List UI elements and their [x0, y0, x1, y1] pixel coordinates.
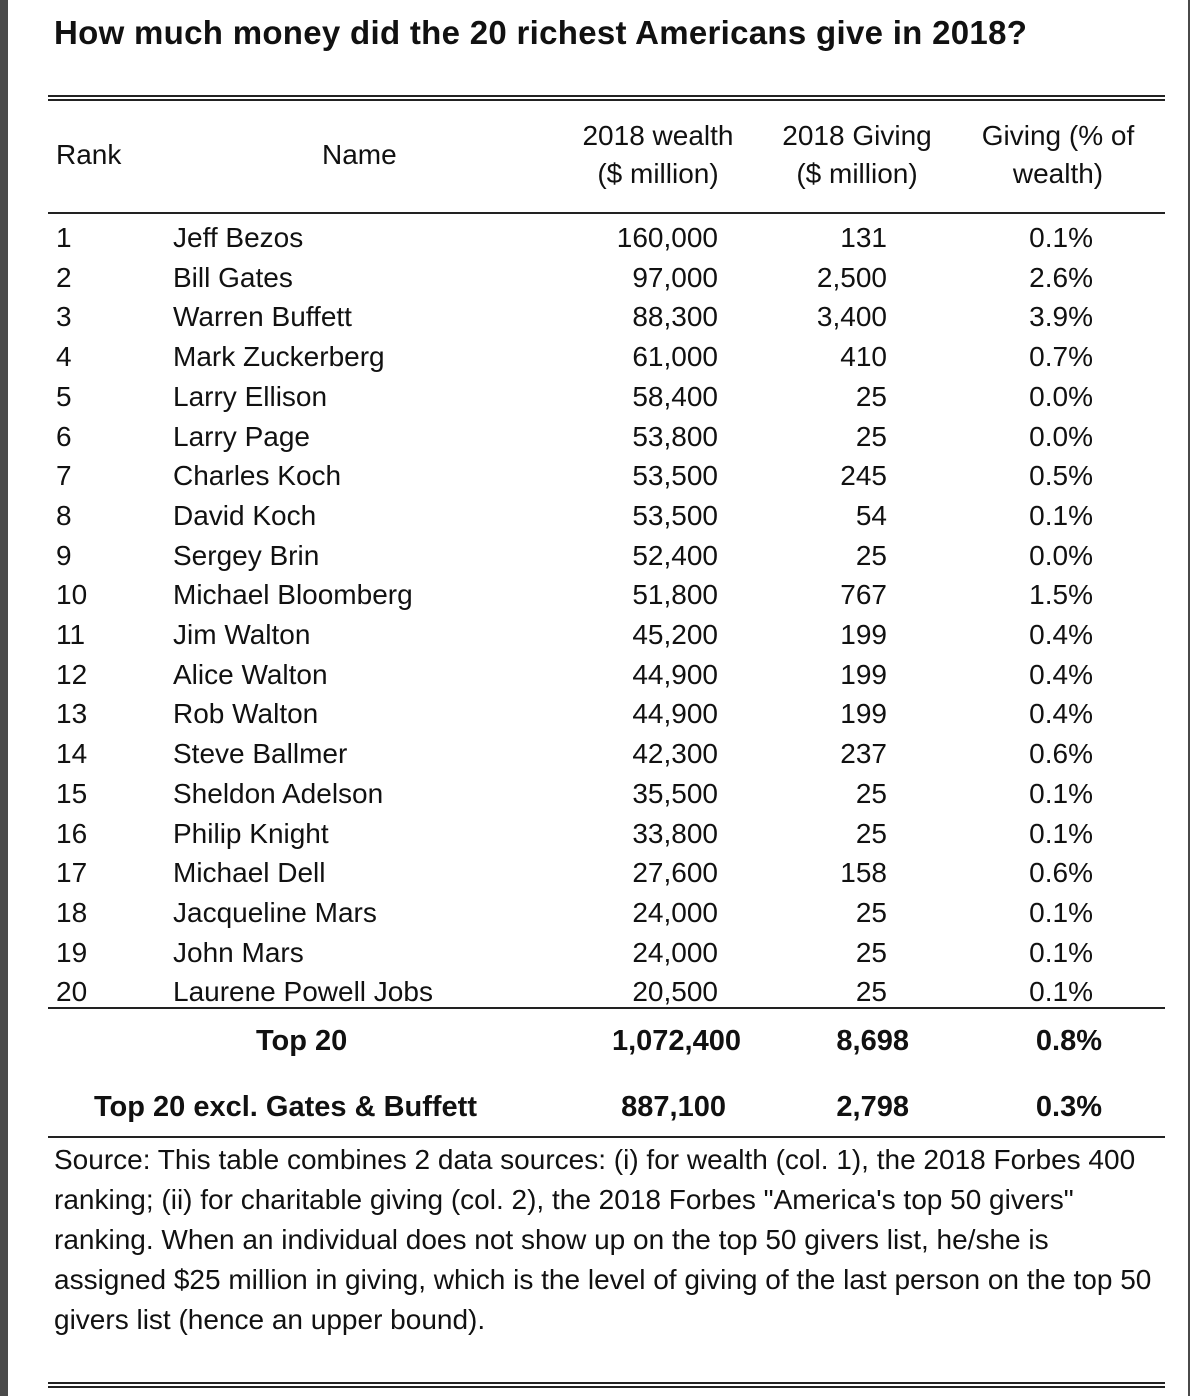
table-row	[8, 417, 1188, 457]
header-name: Name	[322, 139, 397, 170]
wealth-cell: 24,000	[632, 936, 718, 968]
pct-cell: 0.5%	[1029, 460, 1093, 492]
table-row	[8, 734, 1188, 774]
totals-giving: 2,798	[836, 1091, 909, 1123]
giving-cell: 25	[855, 817, 887, 849]
rank-cell: 11	[56, 619, 86, 650]
giving-cell: 245	[840, 460, 887, 492]
name-cell: Laurene Powell Jobs	[173, 976, 433, 1008]
wealth-cell: 35,500	[632, 777, 718, 809]
name-cell: Mark Zuckerberg	[173, 341, 385, 373]
table-row	[8, 575, 1188, 615]
wealth-cell: 33,800	[632, 817, 718, 849]
name-cell: Charles Koch	[173, 460, 342, 492]
wealth-cell: 44,900	[632, 698, 718, 730]
rank-cell: 15	[56, 777, 88, 809]
totals-giving: 8,698	[836, 1025, 909, 1057]
pct-cell: 0.4%	[1029, 658, 1093, 690]
rank-cell: 7	[56, 460, 72, 492]
header-giving-line1: 2018 Giving	[782, 120, 932, 151]
table-row	[8, 258, 1188, 298]
name-cell: Jacqueline Mars	[173, 896, 377, 928]
giving-cell: 25	[855, 777, 887, 809]
wealth-cell: 20,500	[632, 976, 718, 1008]
pct-cell: 2.6%	[1029, 261, 1093, 293]
rank-cell: 14	[56, 738, 88, 770]
name-cell: David Koch	[173, 499, 317, 531]
table-row	[8, 536, 1188, 576]
rank-cell: 6	[56, 420, 72, 452]
wealth-cell: 52,400	[632, 539, 718, 571]
table-row	[8, 933, 1188, 973]
table-row	[8, 774, 1188, 814]
pct-cell: 0.4%	[1029, 619, 1093, 650]
name-cell: Michael Dell	[173, 857, 326, 889]
wealth-cell: 88,300	[632, 301, 718, 333]
rank-cell: 18	[56, 896, 88, 928]
name-cell: Warren Buffett	[173, 301, 352, 333]
giving-cell: 25	[855, 936, 887, 968]
table-row	[8, 456, 1188, 496]
pct-cell: 0.0%	[1029, 539, 1093, 571]
rank-cell: 13	[56, 698, 88, 730]
totals-wealth: 887,100	[621, 1091, 726, 1123]
name-cell: Rob Walton	[173, 698, 319, 730]
table-row	[8, 337, 1188, 377]
name-cell: Steve Ballmer	[173, 738, 348, 770]
totals-rule	[48, 1007, 1165, 1009]
rank-cell: 5	[56, 380, 72, 412]
giving-cell: 54	[855, 499, 887, 531]
totals-row-excl	[8, 1087, 1188, 1127]
pct-cell: 0.1%	[1029, 817, 1093, 849]
rank-cell: 20	[56, 976, 88, 1008]
header-giving-line2: ($ million)	[796, 158, 918, 189]
table-row	[8, 814, 1188, 854]
name-cell: John Mars	[173, 936, 304, 968]
rank-cell: 19	[56, 936, 88, 968]
wealth-cell: 61,000	[632, 341, 718, 373]
rank-cell: 1	[56, 222, 72, 253]
name-cell: Larry Ellison	[173, 380, 328, 412]
pct-cell: 0.7%	[1029, 341, 1093, 373]
pct-cell: 0.0%	[1029, 380, 1093, 412]
header-wealth-line1: 2018 wealth	[582, 120, 734, 151]
pct-cell: 0.1%	[1029, 222, 1093, 253]
rank-cell: 4	[56, 341, 72, 373]
wealth-cell: 42,300	[632, 738, 718, 770]
rank-cell: 2	[56, 261, 72, 293]
header-pct-line1: Giving (% of	[981, 120, 1135, 151]
totals-row-top20	[8, 1021, 1188, 1061]
wealth-cell: 27,600	[632, 857, 718, 889]
header-rule	[48, 212, 1165, 214]
rank-cell: 16	[56, 817, 88, 849]
name-cell: Alice Walton	[173, 658, 328, 690]
pct-cell: 1.5%	[1029, 579, 1093, 611]
table-row	[8, 853, 1188, 893]
pct-cell: 0.1%	[1029, 777, 1093, 809]
pct-cell: 0.1%	[1029, 936, 1093, 968]
name-cell: Jim Walton	[173, 619, 311, 650]
wealth-cell: 51,800	[632, 579, 718, 611]
table-row	[8, 615, 1188, 655]
giving-cell: 158	[840, 857, 887, 889]
totals-label: Top 20	[256, 1025, 348, 1057]
header-wealth	[568, 117, 748, 193]
giving-cell: 25	[855, 420, 887, 452]
pct-cell: 3.9%	[1029, 301, 1093, 333]
pct-cell: 0.1%	[1029, 499, 1093, 531]
name-cell: Bill Gates	[173, 261, 293, 293]
giving-cell: 199	[840, 619, 887, 650]
header-pct-line2: wealth)	[1012, 158, 1104, 189]
wealth-cell: 160,000	[616, 222, 718, 253]
giving-cell: 25	[855, 380, 887, 412]
wealth-cell: 53,500	[632, 460, 718, 492]
name-cell: Larry Page	[173, 420, 310, 452]
table-row	[8, 377, 1188, 417]
pct-cell: 0.6%	[1029, 738, 1093, 770]
giving-cell: 237	[840, 738, 887, 770]
table-row	[8, 655, 1188, 695]
rank-cell: 17	[56, 857, 88, 889]
wealth-cell: 53,500	[632, 499, 718, 531]
table-row	[8, 218, 1188, 258]
wealth-cell: 24,000	[632, 896, 718, 928]
name-cell: Sergey Brin	[173, 539, 320, 571]
giving-cell: 25	[855, 976, 887, 1008]
totals-wealth: 1,072,400	[611, 1025, 741, 1057]
giving-cell: 767	[840, 579, 887, 611]
wealth-cell: 45,200	[632, 619, 718, 650]
totals-label: Top 20 excl. Gates & Buffett	[94, 1091, 477, 1123]
document-page	[8, 0, 1188, 1396]
giving-cell: 25	[855, 896, 887, 928]
header-giving	[768, 117, 946, 193]
name-cell: Philip Knight	[173, 817, 329, 849]
name-cell: Michael Bloomberg	[173, 579, 413, 611]
rank-cell: 12	[56, 658, 88, 690]
table-title: How much money did the 20 richest Americans give in 2018?	[54, 14, 1028, 51]
rank-cell: 3	[56, 301, 72, 333]
pct-cell: 0.0%	[1029, 420, 1093, 452]
name-cell: Sheldon Adelson	[173, 777, 384, 809]
table-row	[8, 496, 1188, 536]
giving-cell: 25	[855, 539, 887, 571]
giving-cell: 199	[840, 698, 887, 730]
header-rank: Rank	[56, 139, 122, 170]
giving-cell: 131	[840, 222, 887, 253]
source-note: Source: This table combines 2 data sources: (i) for wealth (col. 1), the 2018 Forbes 400 ranking; (ii) for charitable giving (col. 2), the 2018 Forbes "America's top 50 givers" ranking. When an individual does not show up on the top 50 givers list, he/she is assigned $25 million in giving, which is the level of giving of the last person on the top 50 givers list (hence an upper bound).	[54, 1144, 1152, 1335]
rank-cell: 8	[56, 499, 72, 531]
bottom-double-rule	[48, 1382, 1165, 1388]
giving-cell: 410	[840, 341, 887, 373]
pct-cell: 0.6%	[1029, 857, 1093, 889]
header-pct	[966, 117, 1150, 193]
giving-cell: 199	[840, 658, 887, 690]
table-row	[8, 893, 1188, 933]
wealth-cell: 44,900	[632, 658, 718, 690]
table-row	[8, 297, 1188, 337]
pct-cell: 0.4%	[1029, 698, 1093, 730]
header-wealth-line2: ($ million)	[597, 158, 719, 189]
wealth-cell: 58,400	[632, 380, 718, 412]
name-cell: Jeff Bezos	[173, 222, 304, 253]
table-row	[8, 694, 1188, 734]
giving-cell: 2,500	[816, 261, 887, 293]
rank-cell: 10	[56, 579, 88, 611]
totals-pct: 0.8%	[1035, 1025, 1102, 1057]
giving-cell: 3,400	[816, 301, 887, 333]
wealth-cell: 53,800	[632, 420, 718, 452]
pct-cell: 0.1%	[1029, 976, 1093, 1008]
top-double-rule	[48, 95, 1165, 101]
pct-cell: 0.1%	[1029, 896, 1093, 928]
rank-cell: 9	[56, 539, 72, 571]
source-rule	[48, 1136, 1165, 1138]
totals-pct: 0.3%	[1035, 1091, 1102, 1123]
wealth-cell: 97,000	[632, 261, 718, 293]
